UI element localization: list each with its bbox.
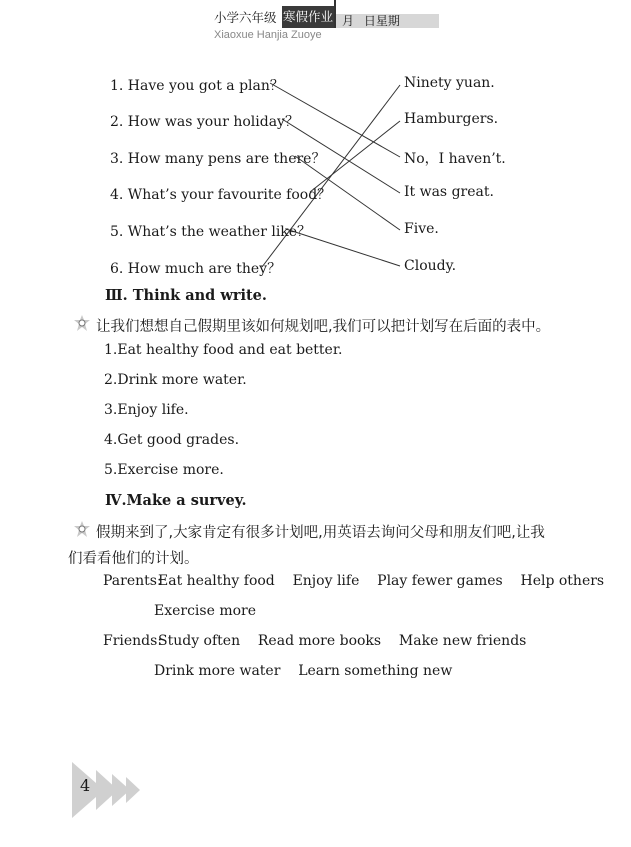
answer-5: Five. — [404, 221, 439, 237]
header-title-dark: 寒假作业 — [282, 6, 334, 28]
section4-instruction-line1: 假期来到了,大家肯定有很多计划吧,用英语去询问父母和朋友们吧,让我 — [96, 525, 545, 541]
parents-label: Parents: — [103, 573, 162, 589]
question-3: 3. How many pens are there？ — [110, 151, 326, 167]
plan-item-1: 1.Eat healthy food and eat better. — [104, 342, 343, 358]
plan-item-2: 2.Drink more water. — [104, 372, 247, 388]
plan-item-5: 5.Exercise more. — [104, 462, 224, 478]
page-number: 4 — [80, 776, 91, 795]
parents-plans-line2: Exercise more — [154, 603, 257, 619]
plan-item-3: 3.Enjoy life. — [104, 402, 189, 418]
footer-arrow-4 — [126, 777, 140, 803]
header-date-field: 月 日星期 — [334, 14, 439, 28]
section3-title: Ⅲ. Think and write. — [105, 287, 267, 304]
question-6: 6. How much are they？ — [110, 261, 282, 277]
section4-instruction-line2: 们看看他们的计划。 — [68, 551, 199, 567]
question-5: 5. What’s the weather like？ — [110, 224, 312, 240]
section3-instruction: 让我们想想自己假期里该如何规划吧,我们可以把计划写在后面的表中。 — [96, 319, 551, 335]
header-title-left: 小学六年级 — [214, 10, 277, 25]
answer-2: Hamburgers. — [404, 111, 499, 127]
question-1: 1. Have you got a plan？ — [110, 78, 284, 94]
answer-6: Cloudy. — [404, 258, 457, 274]
friends-label: Friends: — [103, 633, 163, 649]
question-4: 4. What’s your favourite food？ — [110, 187, 332, 203]
parents-plans-line1: Eat healthy food Enjoy life Play fewer games Help others — [158, 573, 605, 589]
answer-1: Ninety yuan. — [404, 75, 495, 91]
friends-plans-line2: Drink more water Learn something new — [154, 663, 453, 679]
star-icon — [74, 315, 90, 331]
answer-3: No，I haven’t. — [404, 151, 506, 167]
section4-title: Ⅳ.Make a survey. — [105, 492, 247, 509]
question-2: 2. How was your holiday？ — [110, 114, 299, 130]
plan-item-4: 4.Get good grades. — [104, 432, 240, 448]
friends-plans-line1: Study often Read more books Make new friends — [158, 633, 527, 649]
answer-4: It was great. — [404, 184, 494, 200]
header-subtitle: Xiaoxue Hanjia Zuoye — [214, 29, 322, 41]
star-icon — [74, 521, 90, 537]
